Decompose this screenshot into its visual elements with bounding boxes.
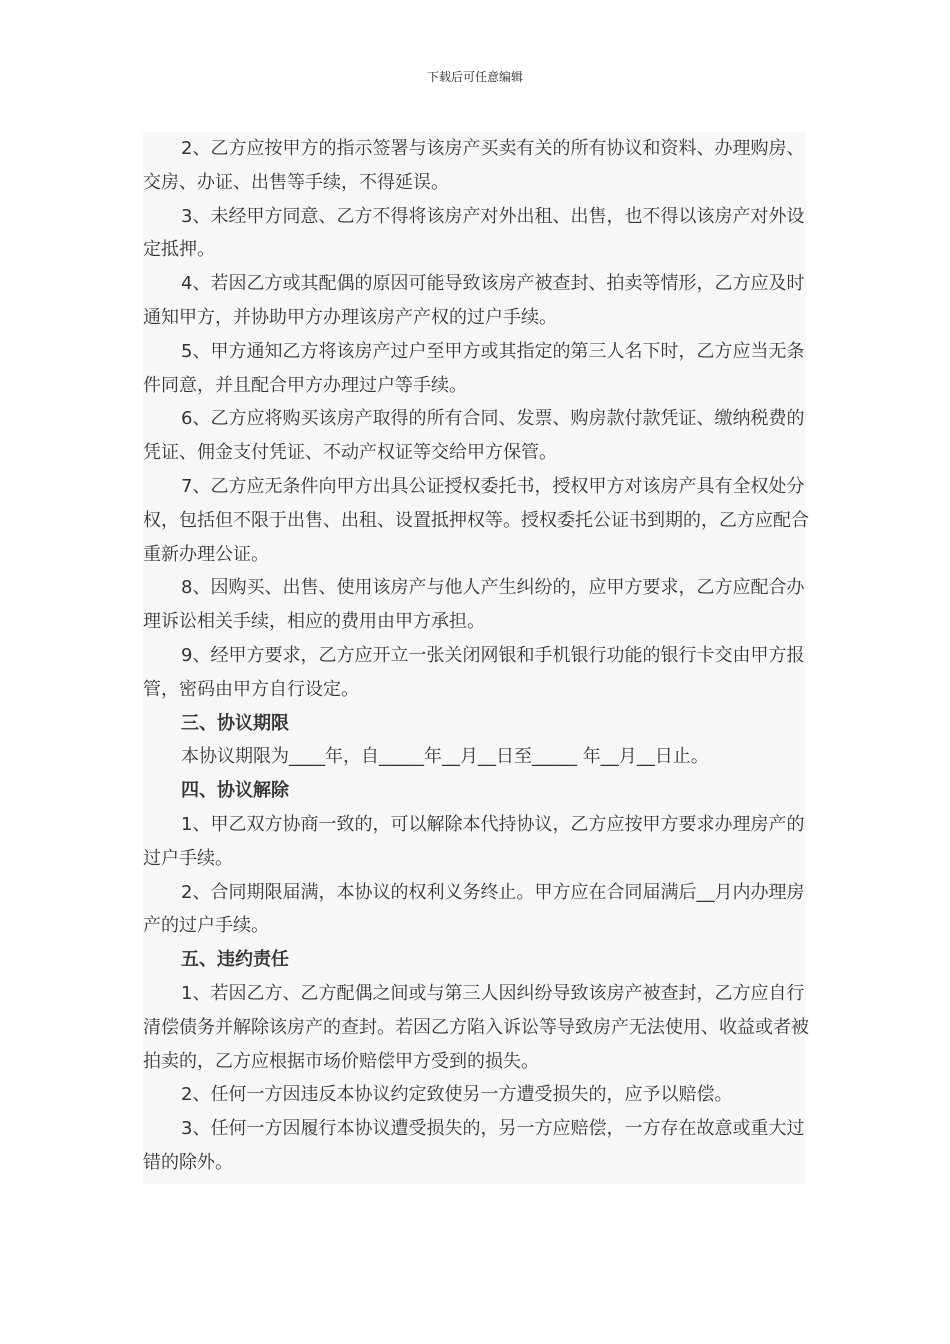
clause-5: 5、甲方通知乙方将该房产过户至甲方或其指定的第三人名下时，乙方应当无条件同意，并且配合甲方办理过户等手续。 xyxy=(143,340,805,396)
liability-clause-1: 1、若因乙方、乙方配偶之间或与第三人因纠纷导致该房产被查封，乙方应自行清偿债务并解除该房产的查封。若因乙方陷入诉讼等导致房产无法使用、收益或者被拍卖的，乙方应根据市场价赔偿甲方受到的损失。 xyxy=(143,982,809,1072)
liability-clause-2: 2、任何一方因违反本协议约定致使另一方遭受损失的，应予以赔偿。 xyxy=(181,1084,733,1106)
clause-6: 6、乙方应将购买该房产取得的所有合同、发票、购房款付款凭证、缴纳税费的凭证、佣金支付凭证、不动产权证等交给甲方保管。 xyxy=(143,408,805,464)
clause-2: 2、乙方应按甲方的指示签署与该房产买卖有关的所有协议和资料、办理购房、交房、办证、出售等手续，不得延误。 xyxy=(143,138,805,193)
liability-clause-3: 3、任何一方因履行本协议遭受损失的，另一方应赔偿，一方存在故意或重大过错的除外。 xyxy=(143,1118,805,1173)
termination-clause-2: 2、合同期限届满，本协议的权利义务终止。甲方应在合同届满后__月内办理房产的过户手续。 xyxy=(143,881,805,937)
term-clause: 本协议期限为____年，自_____年__月__日至_____ 年__月__日止。 xyxy=(181,746,709,768)
clause-7: 7、乙方应无条件向甲方出具公证授权委托书，授权甲方对该房产具有全权处分权，包括但不限于出售、出租、设置抵押权等。授权委托公证书到期的，乙方应配合重新办理公证。 xyxy=(143,475,809,565)
termination-clause-1: 1、甲乙双方协商一致的，可以解除本代持协议，乙方应按甲方要求办理房产的过户手续。 xyxy=(143,813,805,869)
clause-9: 9、经甲方要求，乙方应开立一张关闭网银和手机银行功能的银行卡交由甲方报管，密码由甲方自行设定。 xyxy=(143,644,805,700)
clause-4: 4、若因乙方或其配偶的原因可能导致该房产被查封、拍卖等情形，乙方应及时通知甲方，并协助甲方办理该房产产权的过户手续。 xyxy=(143,273,805,328)
clause-3: 3、未经甲方同意、乙方不得将该房产对外出租、出售，也不得以该房产对外设定抵押。 xyxy=(143,205,805,261)
document-body xyxy=(143,132,809,1184)
clause-8: 8、因购买、出售、使用该房产与他人产生纠纷的，应甲方要求，乙方应配合办理诉讼相关手续，相应的费用由甲方承担。 xyxy=(143,577,805,633)
section-heading-term: 三、协议期限 xyxy=(181,712,289,734)
section-heading-termination: 四、协议解除 xyxy=(181,780,289,802)
page-header-note: 下载后可任意编辑 xyxy=(426,70,523,84)
section-heading-liability: 五、违约责任 xyxy=(181,949,289,971)
